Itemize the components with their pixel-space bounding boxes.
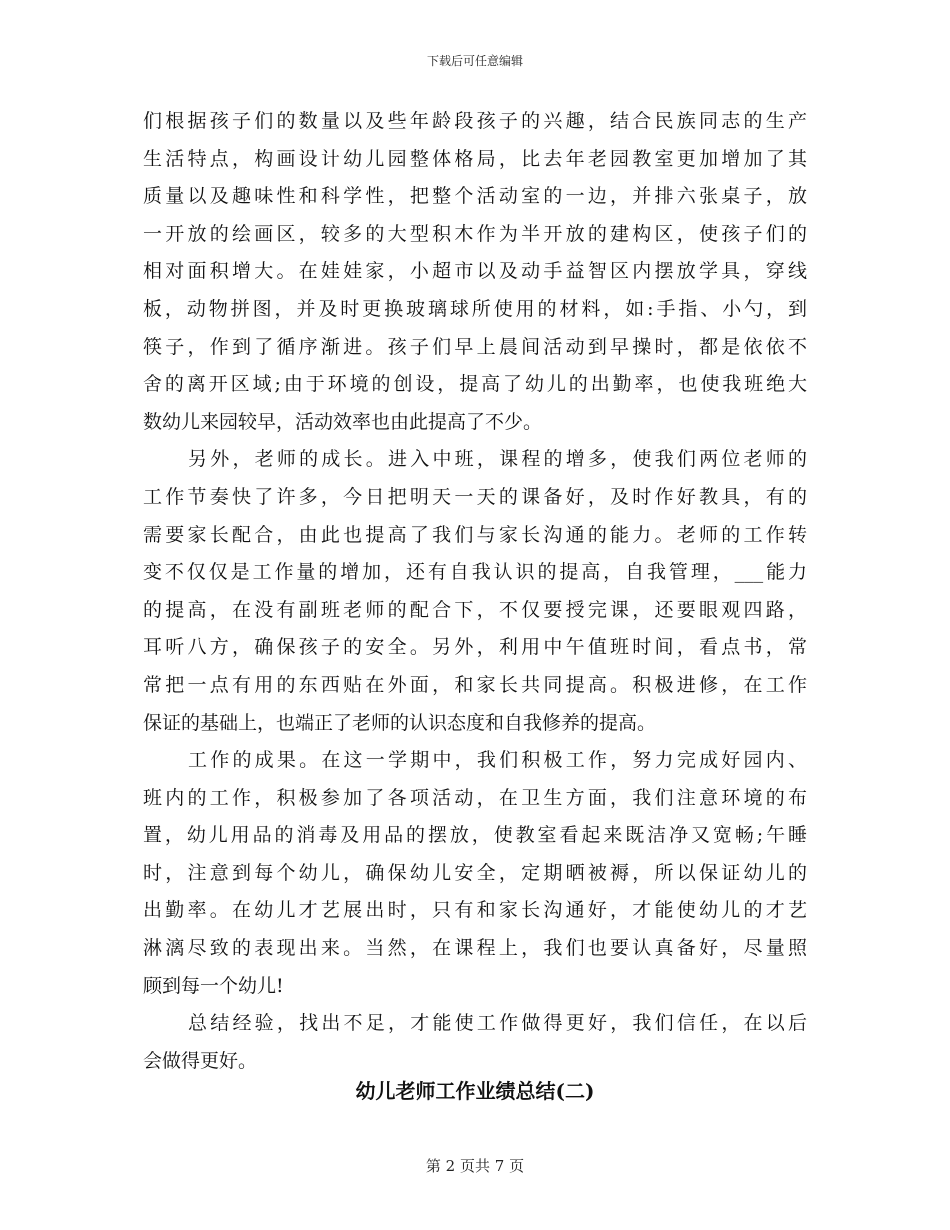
text-line: 工作的成果。在这一学期中，我们积极工作，努力完成好园内、 xyxy=(188,749,807,772)
text-line: 出勤率。在幼儿才艺展出时，只有和家长沟通好，才能使幼儿的才艺 xyxy=(143,899,807,922)
text-line: 工作节奏快了许多，今日把明天一天的课备好，及时作好教具，有的 xyxy=(143,485,807,508)
paragraph xyxy=(143,1005,807,1080)
text-line: 需要家长配合，由此也提高了我们与家长沟通的能力。老师的工作转 xyxy=(143,523,807,546)
section-title: 幼儿老师工作业绩总结(二) xyxy=(355,1079,595,1103)
header-note: 下载后可任意编辑 xyxy=(426,54,523,68)
text-line: 班内的工作，积极参加了各项活动，在卫生方面，我们注意环境的布 xyxy=(143,786,807,809)
text-line: 淋漓尽致的表现出来。当然，在课程上，我们也要认真备好，尽量照 xyxy=(143,937,807,960)
text-line: 耳听八方，确保孩子的安全。另外，利用中午值班时间，看点书，常 xyxy=(143,636,807,659)
text-line: 筷子，作到了循序渐进。孩子们早上晨间活动到早操时，都是依依不 xyxy=(143,335,807,358)
text-line: 常把一点有用的东西贴在外面，和家长共同提高。积极进修，在工作 xyxy=(143,673,807,696)
document-body xyxy=(143,103,807,1080)
text-line: 置，幼儿用品的消毒及用品的摆放，使教室看起来既洁净又宽畅;午睡 xyxy=(143,824,807,847)
text-line: 舍的离开区域;由于环境的创设，提高了幼儿的出勤率，也使我班绝大 xyxy=(143,373,807,396)
text-line: 板，动物拼图，并及时更换玻璃球所使用的材料，如:手指、小勺，到 xyxy=(143,297,807,320)
text-line: 总结经验，找出不足，才能使工作做得更好，我们信任，在以后 xyxy=(188,1012,807,1035)
text-line: 质量以及趣味性和科学性，把整个活动室的一边，并排六张桌子，放 xyxy=(143,185,807,208)
paragraph xyxy=(143,103,807,441)
text-line: 生活特点，构画设计幼儿园整体格局，比去年老园教室更加增加了其 xyxy=(143,147,807,170)
text-line: 会做得更好。 xyxy=(143,1049,258,1072)
paragraph xyxy=(143,742,807,1005)
text-line: 一开放的绘画区，较多的大型积木作为半开放的建构区，使孩子们的 xyxy=(143,222,807,245)
text-line: 时，注意到每个幼儿，确保幼儿安全，定期晒被褥，所以保证幼儿的 xyxy=(143,861,807,884)
text-line: 保证的基础上，也端正了老师的认识态度和自我修养的提高。 xyxy=(143,711,657,734)
text-line: 变不仅仅是工作量的增加，还有自我认识的提高，自我管理，___能力 xyxy=(143,561,807,584)
text-line: 数幼儿来园较早，活动效率也由此提高了不少。 xyxy=(143,410,543,433)
text-line: 顾到每一个幼儿! xyxy=(143,974,284,997)
text-line: 另外，老师的成长。进入中班，课程的增多，使我们两位老师的 xyxy=(188,448,807,471)
paragraph xyxy=(143,441,807,742)
text-line: 的提高，在没有副班老师的配合下，不仅要授完课，还要眼观四路， xyxy=(143,598,807,621)
text-line: 们根据孩子们的数量以及些年龄段孩子的兴趣，结合民族同志的生产 xyxy=(143,110,807,132)
text-line: 相对面积增大。在娃娃家，小超市以及动手益智区内摆放学具，穿线 xyxy=(143,260,807,283)
page-number: 第 2 页共 7 页 xyxy=(425,1157,525,1175)
